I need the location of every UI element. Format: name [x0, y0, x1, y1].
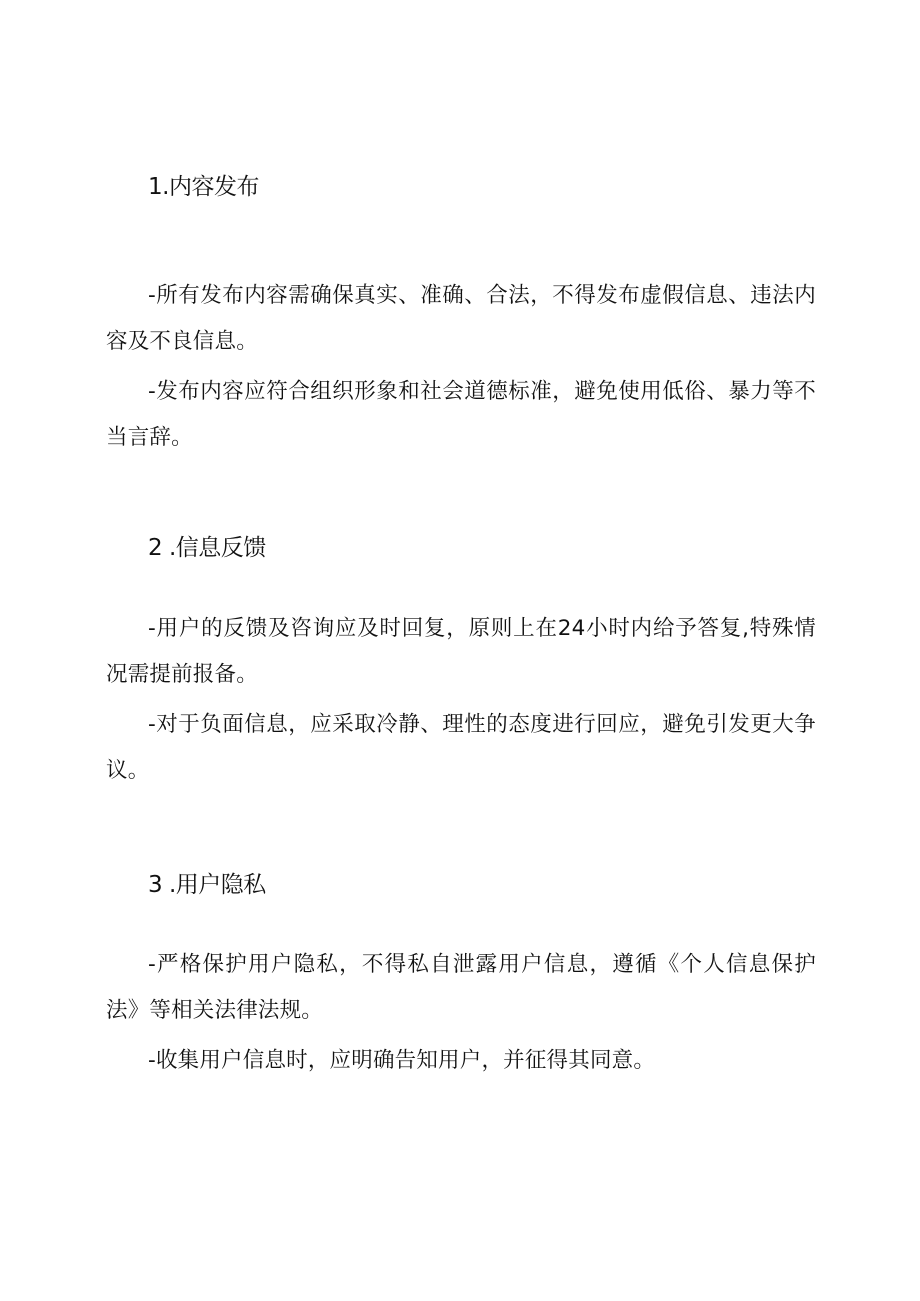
paragraph-content-standards: -发布内容应符合组织形象和社会道德标准，避免使用低俗、暴力等不当言辞。	[106, 379, 816, 450]
paragraph-privacy-protection: -严格保护用户隐私，不得私自泄露用户信息，遵循《个人信息保护法》等相关法律法规。	[106, 952, 816, 1023]
paragraph-content-authenticity: -所有发布内容需确保真实、准确、合法，不得发布虚假信息、违法内容及不良信息。	[106, 283, 816, 354]
paragraph-feedback-reply: -用户的反馈及咨询应及时回复，原则上在24小时内给予答复,特殊情况需提前报备。	[106, 616, 816, 687]
paragraph-negative-information: -对于负面信息，应采取冷静、理性的态度进行回应，避免引发更大争议。	[106, 712, 816, 783]
section-heading-information-feedback: 2 .信息反馈	[148, 535, 266, 561]
section-heading-content-publishing: 1.内容发布	[148, 174, 259, 200]
section-heading-user-privacy: 3 .用户隐私	[148, 872, 266, 898]
paragraph-information-collection: -收集用户信息时，应明确告知用户，并征得其同意。	[148, 1048, 656, 1073]
